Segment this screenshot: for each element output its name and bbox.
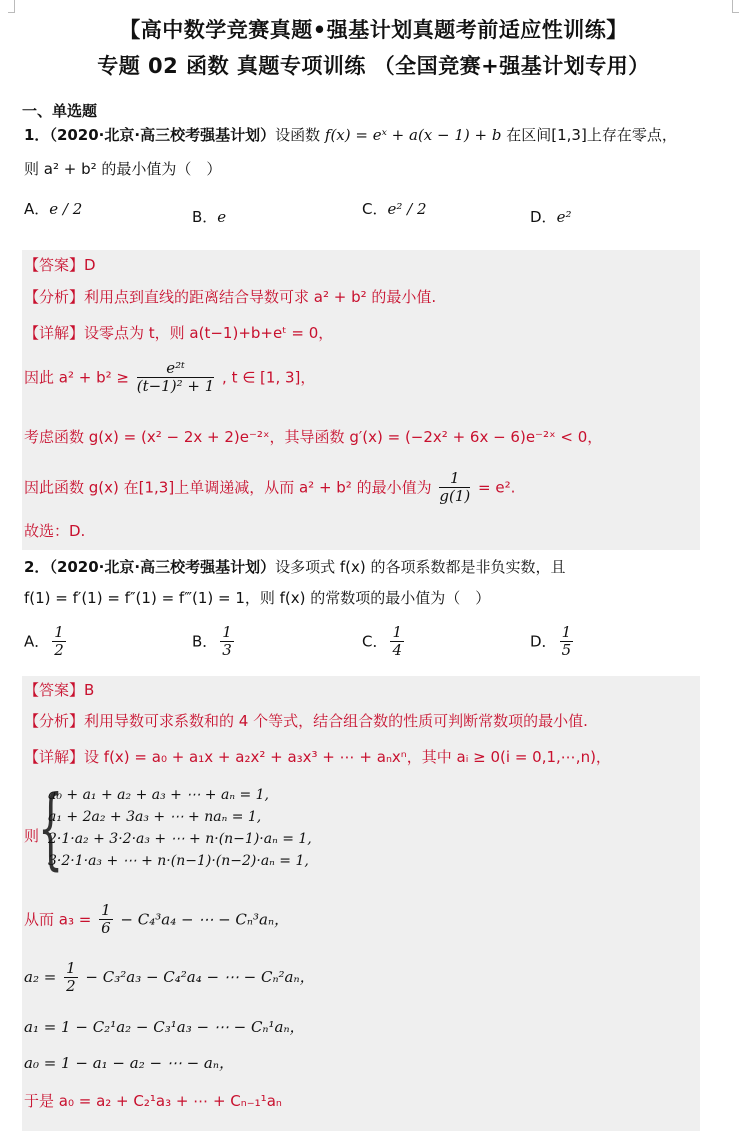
q1-answer: 【答案】D — [24, 256, 96, 274]
q2-stem-line2: f(1) = f′(1) = f″(1) = f‴(1) = 1，则 f(x) 的常数项的最小值为（ ） — [24, 589, 491, 607]
q1-detail-3: 考虑函数 g(x) = (x² − 2x + 2)e⁻²ˣ，其导函数 g′(x) = (−2x² + 6x − 6)e⁻²ˣ < 0， — [24, 428, 603, 446]
q2-option-a[interactable]: A． $\frac{1}{2}$ — [24, 623, 64, 660]
q1-source: （2020·北京·高三校考强基计划） — [49, 126, 276, 144]
q2-a1: a₁ = 1 − C₂¹a₂ − C₃¹a₃ − ⋯ − Cₙ¹aₙ， — [24, 1018, 305, 1036]
q1-detail-1: 【详解】设零点为 t，则 a(t−1)+b+eᵗ = 0， — [24, 324, 334, 342]
page-subtitle: 专题 02 函数 真题专项训练 （全国竞赛+强基计划专用） — [97, 54, 650, 78]
q2-text: 设多项式 f(x) 的各项系数都是非负实数，且 — [275, 558, 566, 576]
q1-stem-line2: 则 a² + b² 的最小值为（ ） — [24, 160, 222, 178]
page-corner-right — [732, 0, 739, 13]
q2-then-label: 则 — [24, 827, 40, 845]
q1-option-a[interactable]: A．e / 2 — [24, 200, 83, 218]
section-heading: 一、单选题 — [22, 102, 98, 120]
q2-source: （2020·北京·高三校考强基计划） — [49, 558, 276, 576]
system-eq-2: a₁ + 2a₂ + 3a₃ + ⋯ + naₙ = 1, — [48, 809, 262, 825]
q1-detail-2: 因此 a² + b² ≥ $\frac{\text{e²ᵗ}}{\text{(t−1)² + 1}}$ , t ∈ [1, 3]， — [24, 359, 316, 396]
system-eq-1: a₀ + a₁ + a₂ + a₃ + ⋯ + aₙ = 1, — [48, 787, 269, 803]
q2-final: 于是 a₀ = a₂ + C₂¹a₃ + ⋯ + Cₙ₋₁¹aₙ — [24, 1092, 282, 1110]
q2-a0: a₀ = 1 − a₁ − a₂ − ⋯ − aₙ， — [24, 1054, 234, 1072]
q1-option-b[interactable]: B．e — [192, 208, 227, 226]
q1-text: 设函数 — [275, 126, 321, 144]
q2-option-c[interactable]: C． $\frac{1}{4}$ — [362, 623, 403, 660]
q1-option-d[interactable]: D．e² — [530, 208, 572, 226]
page-corner-left — [8, 0, 15, 13]
system-eq-3: 2·1·a₂ + 3·2·a₃ + ⋯ + n·(n−1)·aₙ = 1, — [48, 831, 312, 847]
q1-min-fraction: $\frac{1}{g(1)}$ — [439, 469, 471, 506]
q1-number: 1． — [24, 126, 50, 144]
q2-option-d[interactable]: D． $\frac{1}{5}$ — [530, 623, 572, 660]
q1-analysis: 【分析】利用点到直线的距离结合导数可求 a² + b² 的最小值. — [24, 288, 437, 306]
q2-analysis: 【分析】利用导数可求系数和的 4 个等式，结合组合数的性质可判断常数项的最小值. — [24, 712, 588, 730]
system-eq-4: 3·2·1·a₃ + ⋯ + n·(n−1)·(n−2)·aₙ = 1, — [48, 853, 309, 869]
q2-detail-1: 【详解】设 f(x) = a₀ + a₁x + a₂x² + a₃x³ + ⋯ + aₙxⁿ，其中 aᵢ ≥ 0(i = 0,1,⋯,n)， — [24, 748, 611, 766]
q1-detail-4: 因此函数 g(x) 在[1,3]上单调递减，从而 a² + b² 的最小值为 $\frac{1}{g(1)}$ = e². — [24, 469, 516, 506]
system-brace: { — [38, 776, 64, 879]
q1-bound-fraction: $\frac{\text{e²ᵗ}}{\text{(t−1)² + 1}}$ — [136, 359, 215, 396]
q2-a3: 从而 a₃ = $\frac{1}{6}$ − C₄³a₄ − ⋯ − Cₙ³aₙ， — [24, 901, 290, 938]
page-title: 【高中数学竞赛真题•强基计划真题考前适应性训练】 — [119, 18, 628, 42]
q2-equation-system — [48, 784, 312, 872]
q1-stem — [24, 124, 677, 145]
q2-number: 2． — [24, 558, 50, 576]
q2-stem — [24, 556, 566, 577]
q2-answer: 【答案】B — [24, 681, 95, 699]
q1-text-interval: 在区间[1,3]上存在零点， — [506, 126, 677, 144]
q1-conclusion: 故选：D. — [24, 522, 86, 540]
q1-option-c[interactable]: C．e² / 2 — [362, 200, 427, 218]
q2-a2: a₂ = $\frac{1}{2}$ − C₃²a₃ − C₄²a₄ − ⋯ − Cₙ²aₙ， — [24, 959, 315, 996]
q1-formula: f(x) = eˣ + a(x − 1) + b — [324, 126, 502, 144]
q2-option-b[interactable]: B． $\frac{1}{3}$ — [192, 623, 232, 660]
